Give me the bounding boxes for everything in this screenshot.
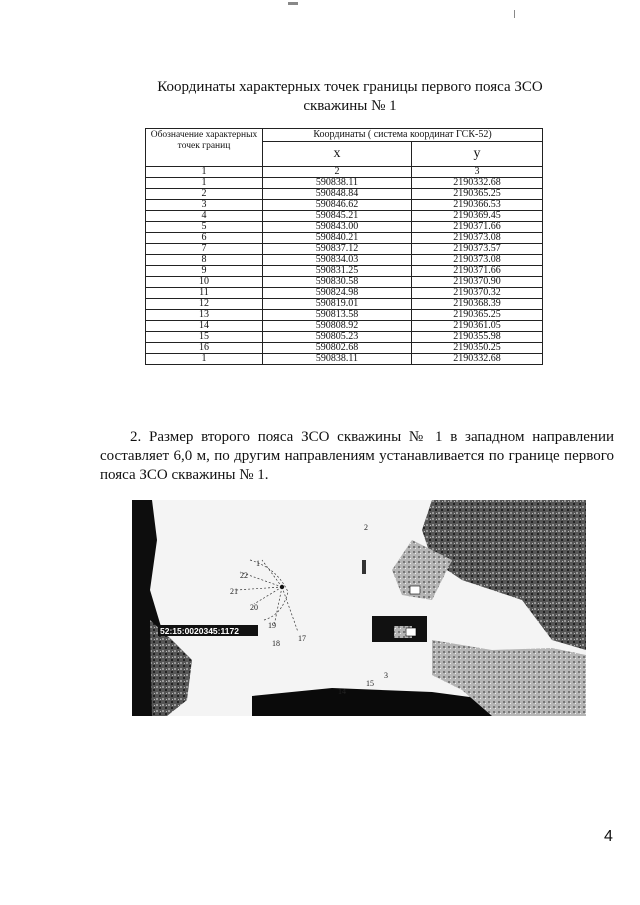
x-cell: 590808.92 [263,321,412,332]
page-number: 4 [604,828,613,845]
table-row [146,244,543,255]
paragraph-text: 2. Размер второго пояса ЗСО скважины № 1 в западном направлении составляет 6,0 м, по другим направлениям устанавливается по границе первого пояса ЗСО скважины № 1. [100,429,614,483]
map-label-1: 1 [256,559,260,568]
table-row [146,277,543,288]
x-cell: 590805.23 [263,332,412,343]
paragraph-second-zone [100,428,614,485]
x-cell: 590838.11 [263,178,412,189]
scan-speck [288,2,298,5]
y-cell: 2190373.08 [412,233,543,244]
y-cell: 2190373.08 [412,255,543,266]
x-cell: 590802.68 [263,343,412,354]
point-cell: 4 [146,211,263,222]
map-label-14: 14 [338,687,346,696]
title-line-1: Координаты характерных точек границы первого пояса ЗСО [157,79,543,95]
y-cell: 2190332.68 [412,354,543,365]
table-row [146,233,543,244]
y-cell: 2190370.90 [412,277,543,288]
map-label-19: 19 [268,621,276,630]
point-cell: 1 [146,178,263,189]
map-label-2: 2 [364,523,368,532]
y-cell: 2190371.66 [412,222,543,233]
x-cell: 590834.03 [263,255,412,266]
table-row [146,189,543,200]
y-cell: 2190361.05 [412,321,543,332]
col-header-y: y [412,142,543,167]
y-cell: 2190370.32 [412,288,543,299]
point-cell: 14 [146,321,263,332]
y-cell: 2190365.25 [412,310,543,321]
y-cell: 2190332.68 [412,178,543,189]
y-cell: 2190355.98 [412,332,543,343]
table-row [146,178,543,189]
coordinates-table [145,128,543,365]
point-cell: 12 [146,299,263,310]
map-label-22: 22 [240,571,248,580]
x-cell: 590819.01 [263,299,412,310]
x-cell: 590830.58 [263,277,412,288]
table-row [146,321,543,332]
point-cell: 5 [146,222,263,233]
y-cell: 2190373.57 [412,244,543,255]
cadastral-label: 52:15:0020345:1172 [160,626,239,636]
table-row [146,332,543,343]
x-cell: 590845.21 [263,211,412,222]
x-cell: 590813.58 [263,310,412,321]
col-header-x: x [263,142,412,167]
table-row [146,288,543,299]
map-label-17: 17 [298,634,306,643]
map-label-3: 3 [384,671,388,680]
x-cell: 590848.84 [263,189,412,200]
point-cell: 2 [146,189,263,200]
point-cell: 11 [146,288,263,299]
x-cell: 590837.12 [263,244,412,255]
table-row [146,211,543,222]
point-cell: 13 [146,310,263,321]
table-title [140,78,560,116]
x-cell: 590843.00 [263,222,412,233]
title-line-2: скважины № 1 [303,98,397,114]
y-cell: 2190371.66 [412,266,543,277]
table-row [146,255,543,266]
table-row [146,354,543,365]
point-cell: 3 [146,200,263,211]
table-row [146,222,543,233]
index-cell: 1 [146,167,263,178]
col-header-point: Обозначение характерных точек границ [146,129,263,167]
y-cell: 2190369.45 [412,211,543,222]
scan-speck [514,10,515,18]
point-cell: 15 [146,332,263,343]
map-label-21: 21 [230,587,238,596]
x-cell: 590846.62 [263,200,412,211]
map-label-15: 15 [366,679,374,688]
col-header-coords: Координаты ( система координат ГСК-52) [263,129,543,142]
point-cell: 16 [146,343,263,354]
map-label-18: 18 [272,639,280,648]
table-row [146,299,543,310]
point-cell: 9 [146,266,263,277]
table-row [146,343,543,354]
point-cell: 10 [146,277,263,288]
y-cell: 2190368.39 [412,299,543,310]
table-row [146,266,543,277]
x-cell: 590824.98 [263,288,412,299]
table-row [146,310,543,321]
point-cell: 1 [146,354,263,365]
map-label-20: 20 [250,603,258,612]
y-cell: 2190366.53 [412,200,543,211]
point-cell: 8 [146,255,263,266]
zone-map-image [132,500,586,716]
table-row [146,200,543,211]
x-cell: 590838.11 [263,354,412,365]
point-cell: 7 [146,244,263,255]
index-cell: 2 [263,167,412,178]
x-cell: 590840.21 [263,233,412,244]
well-marker [280,585,284,589]
x-cell: 590831.25 [263,266,412,277]
index-cell: 3 [412,167,543,178]
y-cell: 2190350.25 [412,343,543,354]
y-cell: 2190365.25 [412,189,543,200]
point-cell: 6 [146,233,263,244]
